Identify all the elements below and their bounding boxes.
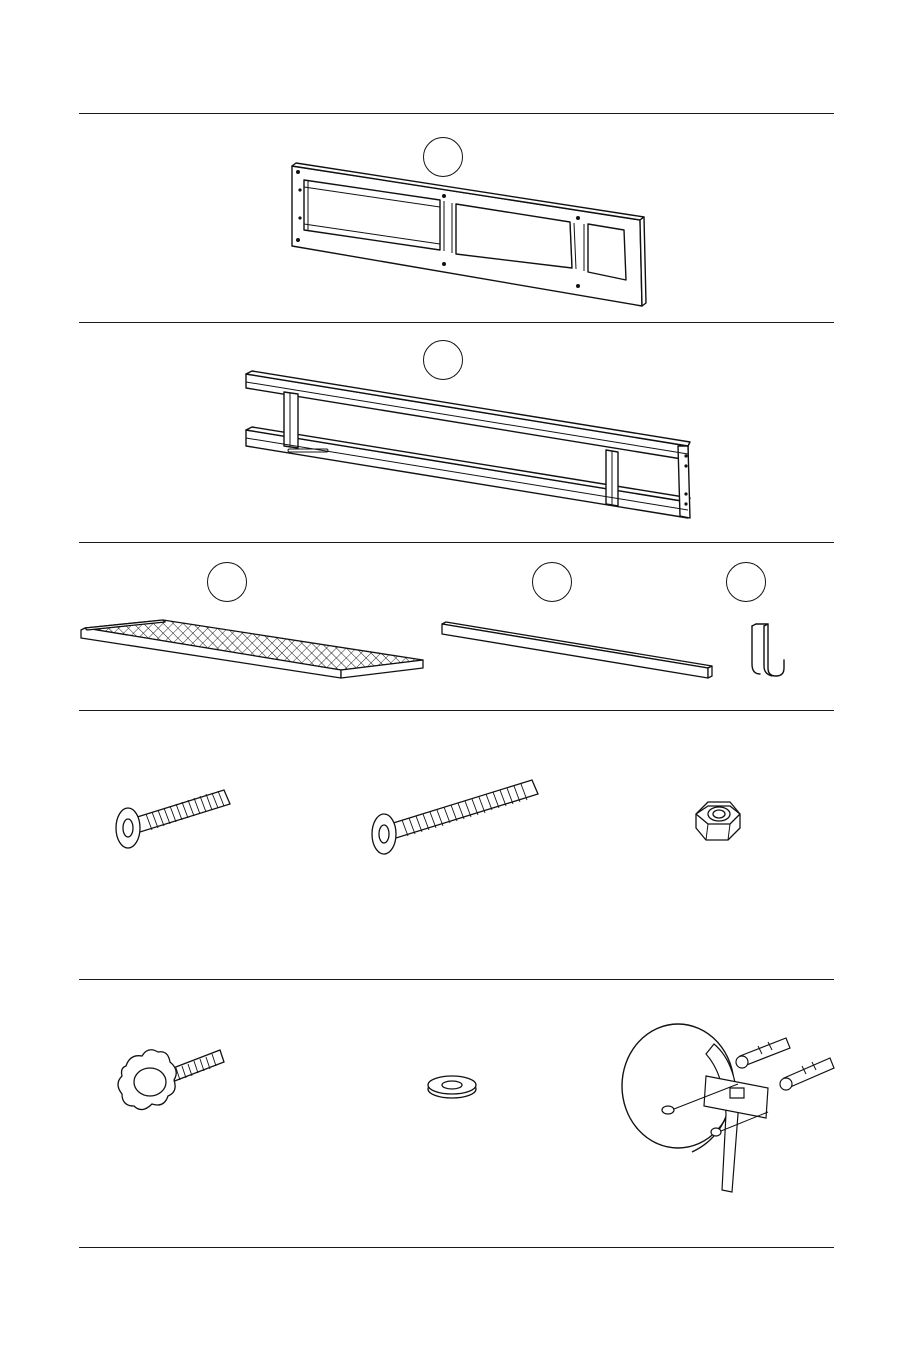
square-bar-illustration xyxy=(440,620,716,682)
lock-nut-illustration xyxy=(690,796,746,846)
part-callout-circle xyxy=(207,562,247,602)
section-divider xyxy=(79,710,834,711)
section-divider xyxy=(79,979,834,980)
wall-anchor-kit-illustration xyxy=(618,1014,838,1200)
flat-washer-illustration xyxy=(424,1074,480,1100)
section-divider xyxy=(79,322,834,323)
hex-socket-bolt-short-illustration xyxy=(106,784,236,854)
hex-socket-bolt-long-illustration xyxy=(362,772,546,862)
section-divider xyxy=(79,1247,834,1248)
star-knob-screw-illustration xyxy=(112,1036,230,1128)
section-divider xyxy=(79,113,834,114)
mesh-shelf-illustration xyxy=(79,618,429,680)
open-rail-frame-illustration xyxy=(244,370,694,526)
section-divider xyxy=(79,542,834,543)
part-callout-circle xyxy=(532,562,572,602)
part-callout-circle xyxy=(726,562,766,602)
welded-frame-panel-illustration xyxy=(280,160,650,310)
double-hook-illustration xyxy=(746,620,790,682)
